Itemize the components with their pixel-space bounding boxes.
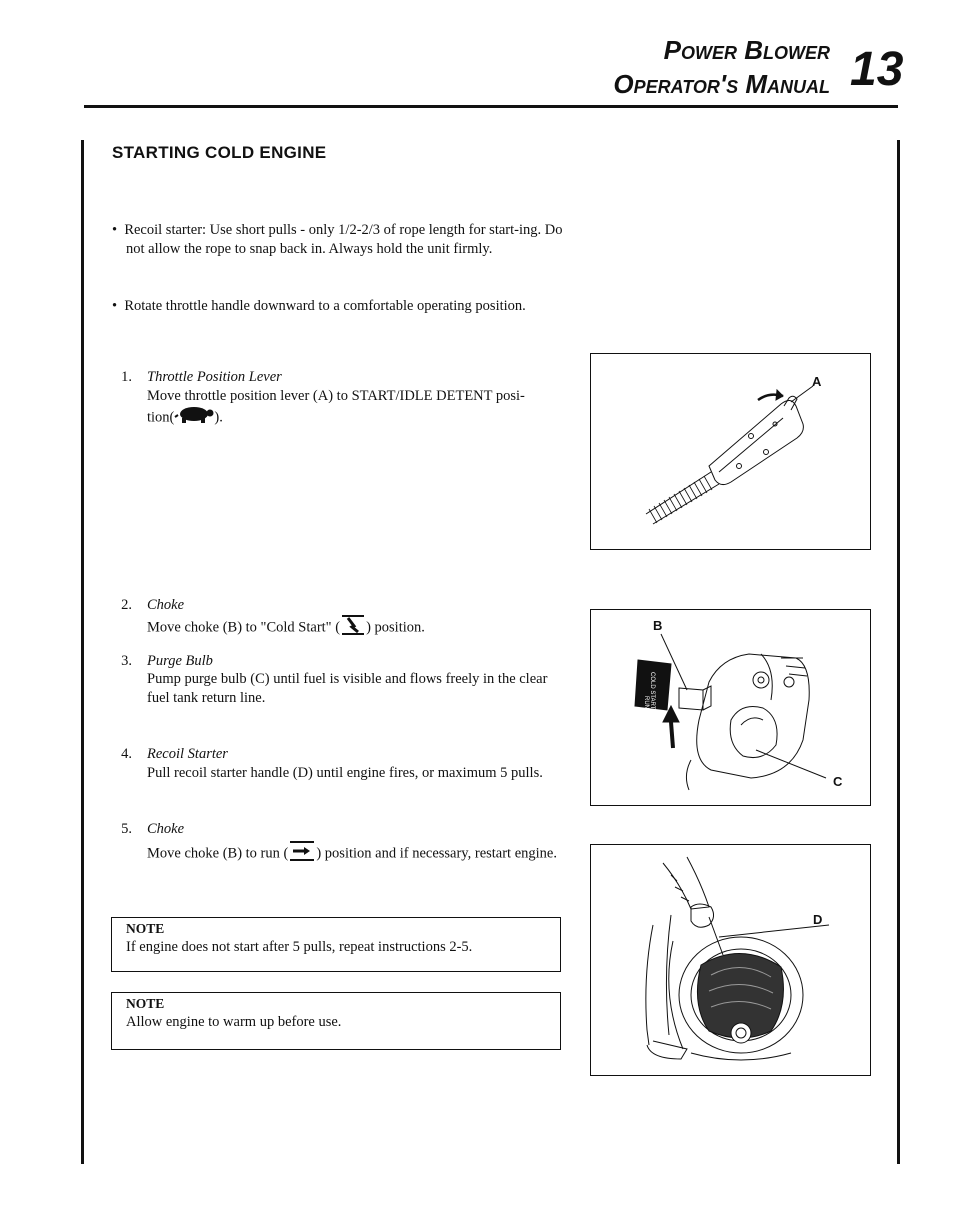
- throttle-handle-illustration: [591, 354, 870, 549]
- callout-d: D: [813, 912, 823, 927]
- step-heading: Choke: [147, 821, 185, 837]
- recoil-starter-illustration: [591, 845, 870, 1075]
- step-text-line: Move throttle position lever (A) to START/IDLE DETENT posi-: [147, 388, 525, 404]
- step-text-line: ) position.: [366, 619, 425, 636]
- note-label: NOTE: [126, 996, 165, 1011]
- left-border: [81, 140, 84, 1164]
- step-text-line: Move choke (B) to "Cold Start" (: [147, 619, 341, 636]
- figure-throttle-lever: [590, 353, 871, 550]
- callout-a: A: [812, 374, 822, 389]
- callout-b: B: [653, 618, 663, 633]
- decal-run-text: RUN: [643, 696, 649, 709]
- page-number: 13: [850, 43, 904, 96]
- note-text: Allow engine to warm up before use.: [126, 1014, 342, 1030]
- step-text-line: tion(: [147, 409, 175, 426]
- right-border: [897, 140, 900, 1164]
- decal-cold-start-text: COLD START: [649, 672, 655, 710]
- step-heading: Recoil Starter: [147, 746, 228, 762]
- header-rule: [84, 105, 898, 108]
- choke-cold-start-icon: [340, 613, 366, 643]
- bullet-text: Recoil starter: Use short pulls - only 1/2-2/3 of rope length for start-ing. Do not allow the rope to snap back in. Always hold the unit firmly.: [124, 222, 563, 257]
- section-title: STARTING COLD ENGINE: [112, 143, 327, 162]
- step-text-line: ) position and if necessary, restart engine.: [316, 845, 557, 862]
- bullet-recoil-starter: • Recoil starter: Use short pulls - only 1/2-2/3 of rope length for start-ing. Do not allow the rope to snap back in. Always hold the unit firmly.: [112, 222, 563, 257]
- bullet-text: Rotate throttle handle downward to a comfortable operating position.: [124, 298, 526, 314]
- manual-title-line2: Operator's Manual: [613, 69, 830, 99]
- step-number: 4.: [121, 746, 132, 762]
- step-number: 3.: [121, 653, 132, 669]
- note-text: If engine does not start after 5 pulls, repeat instructions 2-5.: [126, 939, 473, 955]
- step-text: Pump purge bulb (C) until fuel is visible and flows freely in the clear fuel tank return line.: [147, 671, 548, 706]
- note-box: [111, 992, 561, 1050]
- step-text: [147, 613, 567, 643]
- step-number: 2.: [121, 597, 132, 613]
- turtle-icon: [174, 406, 214, 430]
- note-label: NOTE: [126, 921, 165, 936]
- step-heading: Choke: [147, 597, 185, 613]
- step-text: [147, 839, 557, 869]
- step-heading: Throttle Position Lever: [147, 369, 282, 385]
- bullet-throttle-handle: • Rotate throttle handle downward to a comfortable operating position.: [112, 298, 526, 314]
- step-text-line: ).: [214, 409, 223, 426]
- note-box: [111, 917, 561, 972]
- callout-c: C: [833, 774, 843, 789]
- choke-purge-bulb-illustration: [591, 610, 870, 805]
- figure-recoil-starter: [590, 844, 871, 1076]
- manual-title-line1: Power Blower: [663, 35, 830, 65]
- step-number: 5.: [121, 821, 132, 837]
- figure-choke-purge-bulb: [590, 609, 871, 806]
- choke-run-icon: [288, 839, 316, 869]
- step-text: Pull recoil starter handle (D) until engine fires, or maximum 5 pulls.: [147, 765, 543, 781]
- step-text-line: Move choke (B) to run (: [147, 845, 289, 862]
- step-heading: Purge Bulb: [147, 653, 213, 669]
- step-number: 1.: [121, 369, 132, 385]
- step-text: [147, 387, 567, 430]
